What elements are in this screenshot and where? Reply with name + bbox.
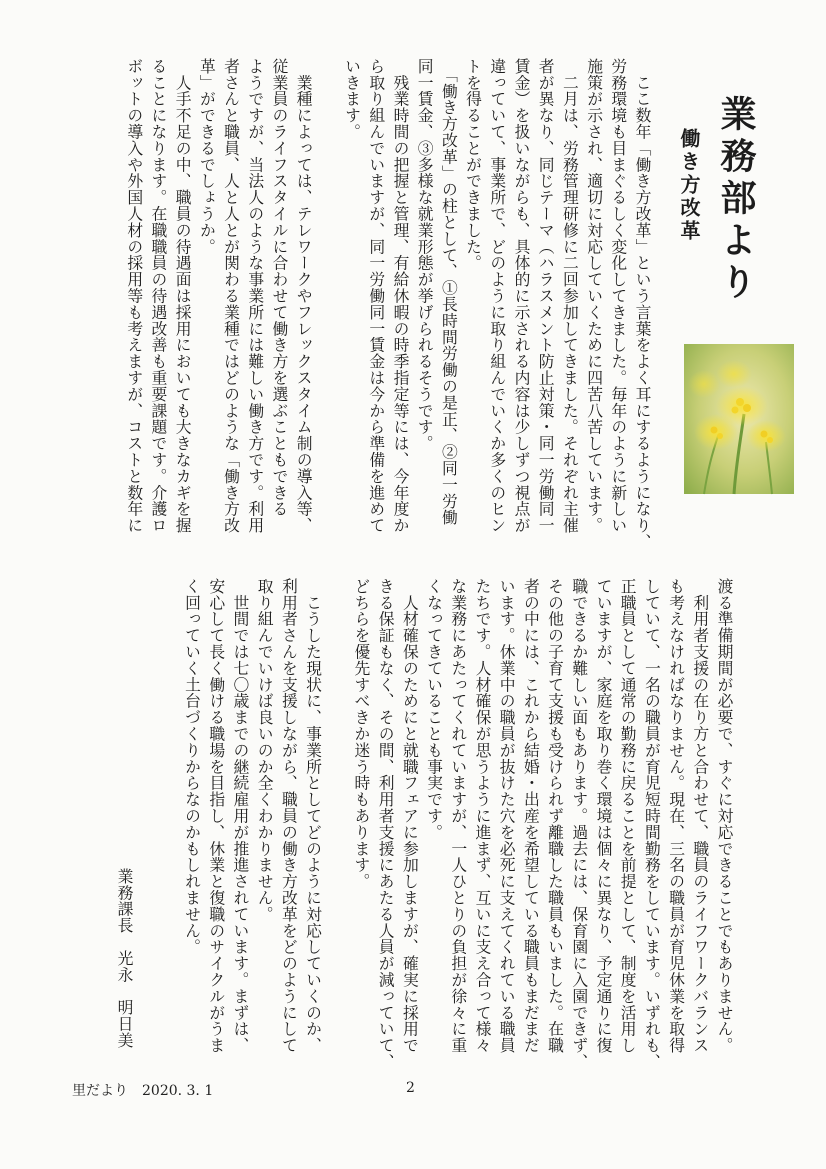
article-subtitle: 働き方改革 <box>677 128 701 243</box>
page-number: 2 <box>406 1080 415 1096</box>
article-body-upper: ここ数年「働き方改革」という言葉をよく耳にするようになり、 労務環境も目まぐるしく変化してきました。毎年のように新しい 施策が示され、適切に対応していくために四苦八苦しています。 二月は、労務管理研修に二回参加してきました。それぞれ主催 者が異なり、同じテーマ（ハラスメント防止対策・同一労働同一 賃金）を扱いながらも、具体的に示される内容は少しずつ視点が 違っていて、事業所で、どのように取り組んでいくか多くのヒン トを得ることができました。 「働き方改革」の柱として、①長時間労働の是正、②同一労働 同一賃金、③多様な就業形態が挙げられるそうです。 残業時間の把握と管理、有給休暇の時季指定等には、今年度か ら取り組んでいますが、同一労働同一賃金は今から準備を進めて いきます。 業種によっては、テレワークやフレックスタイム制の導入等、 従業員のライフスタイルに合わせて働き方を選ぶこともできる ようですが、当法人のような事業所には難しい働き方です。利用 者さんと職員、人と人とが関わる業種ではどのような「働き方改 革」ができるでしょうか。 人手不足の中、職員の待遇面は採用においても大きなカギを握 ることになります。在職職員の待遇改善も重要課題です。介護ロ ボットの導入や外国人材の採用等も考えますが、コストと数年に <box>124 58 652 550</box>
section-title: 業務部より <box>715 95 757 305</box>
rapeseed-flower-photo <box>684 344 794 494</box>
author-signature: 業務課長 光永 明日美 <box>115 868 134 1049</box>
flower-image-icon <box>684 344 794 494</box>
publication-date: 里だより 2020. 3. 1 <box>72 1083 214 1099</box>
article-body-lower: 渡る準備期間が必要で、すぐに対応できることでもありません。 利用者支援の在り方と合わせて、職員のライフワークバランス も考えなければなりません。現在、三名の職員が育児休業を取得 していて、一名の職員が育児短時間勤務をしています。いずれも、 正職員として通常の勤務に戻ることを前提として、制度を活用し ていますが、家庭を取り巻く環境は個々に異なり、予定通りに復 職できるか難しい面もあります。過去には、保育園に入園できず、 その他の子育て支援も受けられず離職した職員もいました。在職 者の中には、これから結婚・出産を希望している職員もまだまだ います。休業中の職員が抜けた穴を必死に支えてくれている職員 たちです。人材確保が思うように進まず、互いに支え合って様々 な業務にあたってくれていますが、一人ひとりの負担が徐々に重 くなってきていることも事実です。 人材確保のためにと就職フェアに参加しますが、確実に採用で きる保証もなく、その間、利用者支援にあたる人員が減っていて、 どちらを優先すべきか迷う時もあります。 こうした現状に、事業所としてどのように対応していくのか、 利用者さんを支援しながら、職員の働き方改革をどのようにして 取り組んでいけば良いのか全くわかりません。 世間では七〇歳までの継続雇用が推進されています。まずは、 安心して長く働ける職場を目指し、休業と復職のサイクルがうま く回っていく土台づくりからなのかもしれません。 <box>182 578 734 1070</box>
